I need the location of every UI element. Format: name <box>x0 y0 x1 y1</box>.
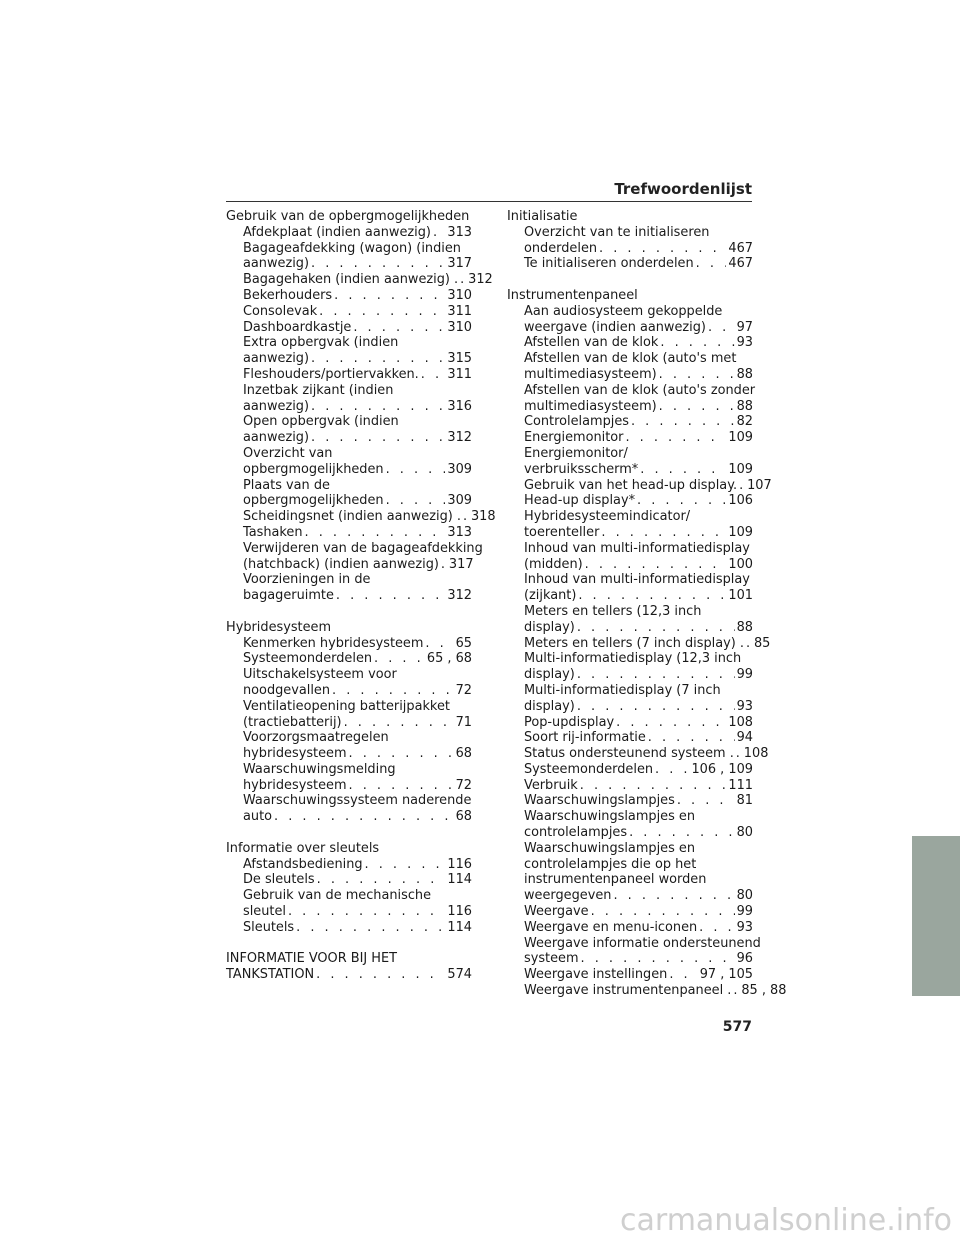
index-subentry <box>507 256 753 272</box>
page-reference: 96 <box>736 951 753 967</box>
dot-leader <box>601 525 726 541</box>
index-subentry-text: Consolevak <box>243 303 318 319</box>
index-subentry-text: multimediasysteem) <box>524 398 657 414</box>
index-subentry <box>226 857 472 873</box>
dot-leader <box>739 478 745 494</box>
index-subentry-text: Bagagehaken (indien aanwezig) . <box>243 272 459 288</box>
dot-leader <box>660 335 734 351</box>
dot-leader <box>581 951 735 967</box>
index-subentry <box>507 367 753 383</box>
page-reference: 467 <box>728 240 753 256</box>
index-subentry <box>226 904 472 920</box>
dot-leader <box>616 715 726 731</box>
dot-leader <box>599 241 726 257</box>
dot-leader <box>336 588 446 604</box>
index-subentry <box>507 762 753 778</box>
dot-leader <box>433 225 445 241</box>
index-subentry <box>226 256 472 272</box>
page-reference: 99 <box>736 904 753 920</box>
page-reference: 80 <box>736 888 753 904</box>
dot-leader <box>319 304 445 320</box>
page-reference: 317 <box>448 556 474 572</box>
index-subentry <box>507 793 753 809</box>
index-subentry <box>226 493 472 509</box>
dot-leader <box>625 430 726 446</box>
dot-leader <box>460 272 466 288</box>
index-subentry: Plaats van de <box>243 477 330 493</box>
index-subentry-text: Status ondersteunend systeem . <box>524 746 734 762</box>
index-subentry-text: Weergave en menu-iconen <box>524 919 698 935</box>
index-subentry-text: Afdekplaat (indien aanwezig) <box>243 224 431 240</box>
page-reference: 72 <box>455 777 472 793</box>
index-entry <box>226 951 472 983</box>
index-entry <box>226 841 472 936</box>
index-subentry: instrumentenpaneel worden <box>524 872 707 888</box>
page-reference: 109 <box>728 430 753 446</box>
index-subentry <box>507 920 753 936</box>
index-subentry: Weergave informatie ondersteunend <box>524 935 761 951</box>
page-reference: 309 <box>447 461 472 477</box>
dot-leader <box>305 525 446 541</box>
index-subentry <box>226 367 472 383</box>
index-subentry: Afstellen van de klok (auto's met <box>524 351 737 367</box>
index-subentry-text: Waarschuwingslampjes <box>524 793 675 809</box>
index-subentry <box>507 730 753 746</box>
page-reference: 313 <box>447 224 472 240</box>
index-subentry <box>507 620 753 636</box>
page-reference: 312 <box>447 430 472 446</box>
index-subentry-text: Fleshouders/portiervakken. <box>243 366 419 382</box>
index-subentry <box>507 414 753 430</box>
dot-leader <box>613 888 734 904</box>
index-subentry-text: controlelampjes <box>524 825 628 841</box>
index-subentry <box>507 699 753 715</box>
index-entry <box>226 620 472 825</box>
index-column-right <box>507 209 787 999</box>
dot-leader <box>577 667 735 683</box>
index-subentry <box>507 477 772 494</box>
index-subentry-text: Weergave <box>524 904 589 920</box>
index-subentry <box>507 635 771 652</box>
page-reference: 106 , 109 <box>691 761 753 777</box>
index-subentry-text: display) <box>524 698 575 714</box>
index-subentry-text: Te initialiseren onderdelen <box>524 256 694 272</box>
index-subentry: Afstellen van de klok (auto's zonder <box>524 382 756 398</box>
index-subentry: Multi-informatiedisplay (12,3 inch <box>524 651 742 667</box>
page-reference: 107 <box>747 477 772 493</box>
index-subentry-text: systeem <box>524 951 579 967</box>
dot-leader <box>669 967 697 983</box>
dot-leader <box>708 320 735 336</box>
index-subentry-text: Afstellen van de klok <box>524 335 659 351</box>
index-subentry: Overzicht van te initialiseren <box>524 224 710 240</box>
index-entry <box>226 209 496 604</box>
index-subentry <box>226 920 472 936</box>
index-subentry: Uitschakelsysteem voor <box>243 667 397 683</box>
index-subentry-text: aanwezig) <box>243 430 310 446</box>
page-reference: 114 <box>447 872 472 888</box>
index-subentry: Multi-informatiedisplay (7 inch <box>524 682 721 698</box>
index-subentry-text: aanwezig) <box>243 256 310 272</box>
page-reference: 467 <box>728 256 753 272</box>
index-subentry: Waarschuwingsmelding <box>243 761 396 777</box>
index-subentry-text: De sleutels <box>243 872 315 888</box>
index-subentry-text: Weergave instellingen <box>524 967 668 983</box>
index-subentry: Voorzieningen in de <box>243 572 371 588</box>
page-reference: 108 <box>728 714 753 730</box>
index-subentry-text: Weergave instrumentenpaneel . <box>524 983 732 999</box>
index-subentry <box>226 272 493 288</box>
dot-leader <box>288 904 445 920</box>
index-subentry <box>226 430 472 446</box>
page-reference: 93 <box>736 698 753 714</box>
dot-leader <box>736 746 742 762</box>
index-subentry <box>507 667 753 683</box>
dot-leader <box>577 620 735 636</box>
dot-leader <box>421 367 446 383</box>
index-subentry <box>226 225 472 241</box>
watermark: carmanualsonline.info <box>620 1203 952 1238</box>
dot-leader <box>316 967 445 983</box>
index-subentry: Inzetbak zijkant (indien <box>243 382 394 398</box>
page-reference: 313 <box>447 524 472 540</box>
index-subentry-text: (midden) <box>524 556 583 572</box>
index-subentry <box>507 335 753 351</box>
index-subentry <box>226 509 496 525</box>
dot-leader <box>659 399 735 415</box>
index-subentry-text: Gebruik van het head-up display. <box>524 477 738 493</box>
index-subentry-text: opbergmogelijkheden <box>243 461 384 477</box>
dot-leader <box>591 904 735 920</box>
index-subentry <box>226 351 472 367</box>
page-reference: 109 <box>728 461 753 477</box>
index-subentry-text: toerenteller <box>524 524 600 540</box>
index-subentry: Energiemonitor/ <box>524 445 628 461</box>
page-reference: 82 <box>736 414 753 430</box>
page-reference: 310 <box>447 287 472 303</box>
index-subentry-text: sleutel <box>243 904 286 920</box>
index-subentry: Voorzorgsmaatregelen <box>243 730 389 746</box>
page-reference: 81 <box>736 793 753 809</box>
page-reference: 310 <box>447 319 472 335</box>
index-subentry-text: Afstandsbediening <box>243 856 363 872</box>
index-subentry: Waarschuwingslampjes en <box>524 809 696 825</box>
dot-leader <box>311 256 445 272</box>
chapter-tab <box>912 836 960 996</box>
page-reference: 106 <box>728 493 753 509</box>
index-heading: Instrumentenpaneel <box>507 287 638 303</box>
index-subentry <box>507 746 769 762</box>
index-subentry-text: auto <box>243 809 273 825</box>
index-subentry <box>507 525 753 541</box>
page-reference: 93 <box>736 335 753 351</box>
index-subentry: Bagageafdekking (wagon) (indien <box>243 240 461 256</box>
dot-leader <box>577 699 735 715</box>
index-subentry: Aan audiosysteem gekoppelde <box>524 303 723 319</box>
index-subentry <box>507 493 753 509</box>
header-rule <box>226 201 752 202</box>
page-reference: 114 <box>447 919 472 935</box>
index-heading: Informatie over sleutels <box>226 840 380 856</box>
dot-leader <box>677 793 735 809</box>
page-reference: 85 , 88 <box>741 983 787 999</box>
page-reference: 71 <box>455 714 472 730</box>
dot-leader <box>696 256 727 272</box>
page-reference: 88 <box>736 366 753 382</box>
dot-leader <box>659 367 735 383</box>
page-reference: 99 <box>736 667 753 683</box>
index-subentry <box>507 715 753 731</box>
index-subentry-text: aanwezig) <box>243 351 310 367</box>
index-subentry-text: verbruiksscherm* <box>524 461 639 477</box>
index-subentry-text: Kenmerken hybridesysteem <box>243 635 424 651</box>
index-subentry <box>226 557 472 573</box>
dot-leader <box>441 557 447 573</box>
page-reference: 108 <box>743 746 769 762</box>
page-reference: 93 <box>736 919 753 935</box>
index-subentry-text: opbergmogelijkheden <box>243 493 384 509</box>
dot-leader <box>578 588 726 604</box>
index-subentry <box>507 462 753 478</box>
page-reference: 94 <box>736 730 753 746</box>
index-subentry-text: bagageruimte <box>243 588 334 604</box>
index-subentry <box>226 304 472 320</box>
index-subentry <box>507 399 753 415</box>
page-reference: 116 <box>447 904 472 920</box>
dot-leader <box>733 983 739 999</box>
page-reference: 316 <box>447 398 472 414</box>
page-reference: 100 <box>728 556 753 572</box>
index-subentry-text: (zijkant) <box>524 588 577 604</box>
page-reference: 111 <box>728 777 753 793</box>
index-subentry: Inhoud van multi-informatiedisplay <box>524 572 750 588</box>
index-subentry-text: Dashboardkastje <box>243 319 352 335</box>
index-subentry-text: Scheidingsnet (indien aanwezig) . <box>243 509 461 525</box>
dot-leader <box>334 288 445 304</box>
index-subentry-text: Energiemonitor <box>524 430 624 446</box>
index-subentry <box>507 778 753 794</box>
index-subentry-text: Systeemonderdelen <box>524 761 654 777</box>
index-subentry-text: Tashaken <box>243 524 303 540</box>
dot-leader <box>274 809 454 825</box>
index-subentry <box>226 651 472 667</box>
dot-leader <box>296 920 445 936</box>
index-subentry <box>226 809 472 825</box>
page-reference: 72 <box>455 682 472 698</box>
index-subentry <box>507 888 753 904</box>
page-reference: 97 <box>736 319 753 335</box>
index-heading-line <box>226 967 472 983</box>
index-subentry-text: Systeemonderdelen <box>243 651 373 667</box>
index-heading: Gebruik van de opbergmogelijkheden <box>226 209 470 224</box>
index-subentry <box>507 241 753 257</box>
dot-leader <box>386 493 446 509</box>
page-reference: 312 <box>468 272 493 288</box>
page-reference: 312 <box>447 588 472 604</box>
index-subentry-text: hybridesysteem <box>243 777 347 793</box>
index-entry <box>507 287 787 999</box>
index-subentry-text: weergegeven <box>524 888 612 904</box>
index-subentry <box>507 557 753 573</box>
dot-leader <box>463 509 469 525</box>
index-heading: INFORMATIE VOOR BIJ HET <box>226 951 398 967</box>
index-subentry <box>507 951 753 967</box>
index-subentry: controlelampjes die op het <box>524 856 697 872</box>
index-subentry <box>226 320 472 336</box>
page-reference: 116 <box>447 856 472 872</box>
index-subentry-text: Controlelampjes <box>524 414 629 430</box>
page-reference: 317 <box>447 256 472 272</box>
index-subentry-text: Verbruik <box>524 777 578 793</box>
dot-leader <box>311 430 445 446</box>
page-reference: 311 <box>447 366 472 382</box>
index-subentry <box>226 715 472 731</box>
page-reference: 101 <box>728 588 753 604</box>
index-subentry: Hybridesysteemindicator/ <box>524 509 691 525</box>
dot-leader <box>311 399 445 415</box>
index-subentry-text: Bekerhouders <box>243 287 333 303</box>
page-reference: 88 <box>736 619 753 635</box>
index-subentry: Waarschuwingslampjes en <box>524 840 696 856</box>
page-reference: 80 <box>736 825 753 841</box>
page-reference: 574 <box>447 967 472 983</box>
index-subentry <box>226 872 472 888</box>
dot-leader <box>311 351 445 367</box>
dot-leader <box>580 778 727 794</box>
dot-leader <box>349 778 454 794</box>
index-subentry-text: Meters en tellers (7 inch display) . <box>524 635 744 651</box>
index-subentry <box>507 904 753 920</box>
index-subentry-text: onderdelen <box>524 240 598 256</box>
page-number: 577 <box>722 1019 752 1035</box>
dot-leader <box>648 730 735 746</box>
dot-leader <box>353 320 445 336</box>
dot-leader <box>317 872 446 888</box>
index-heading: Initialisatie <box>507 209 578 224</box>
page-reference: 97 , 105 <box>699 967 753 983</box>
dot-leader <box>746 636 752 652</box>
index-subentry: Verwijderen van de bagageafdekking <box>243 540 483 556</box>
index-heading-text: TANKSTATION <box>226 967 315 983</box>
index-subentry <box>507 430 753 446</box>
index-subentry <box>226 683 472 699</box>
index-subentry <box>507 588 753 604</box>
index-subentry: Open opbergvak (indien <box>243 414 399 430</box>
page-reference: 65 , 68 <box>426 651 472 667</box>
index-subentry-text: noodgevallen <box>243 682 331 698</box>
page-reference: 318 <box>470 509 496 525</box>
index-heading: Hybridesysteem <box>226 619 332 635</box>
index-subentry <box>226 462 472 478</box>
dot-leader <box>374 651 425 667</box>
index-subentry <box>226 778 472 794</box>
index-subentry-text: (tractiebatterij) <box>243 714 342 730</box>
index-subentry-text: multimediasysteem) <box>524 366 657 382</box>
dot-leader <box>585 557 727 573</box>
index-subentry <box>507 967 753 983</box>
section-title: Trefwoordenlijst <box>614 180 752 198</box>
index-subentry-text: Sleutels <box>243 919 295 935</box>
index-subentry-text: display) <box>524 619 575 635</box>
dot-leader <box>332 683 454 699</box>
index-entry <box>507 209 753 272</box>
page-reference: 109 <box>728 524 753 540</box>
dot-leader <box>631 414 735 430</box>
page-reference: 85 <box>753 635 771 651</box>
index-subentry-text: (hatchback) (indien aanwezig) <box>243 556 439 572</box>
index-subentry-text: Head-up display* <box>524 493 636 509</box>
page-reference: 68 <box>455 809 472 825</box>
index-subentry: Inhoud van multi-informatiedisplay <box>524 540 750 556</box>
dot-leader <box>637 493 726 509</box>
dot-leader <box>629 825 735 841</box>
index-subentry-text: aanwezig) <box>243 398 310 414</box>
dot-leader <box>349 746 454 762</box>
page-reference: 68 <box>455 746 472 762</box>
index-column-left <box>226 209 496 983</box>
index-subentry-text: hybridesysteem <box>243 746 347 762</box>
index-subentry-text: display) <box>524 667 575 683</box>
index-subentry-text: weergave (indien aanwezig) <box>524 319 706 335</box>
index-subentry: Gebruik van de mechanische <box>243 888 432 904</box>
index-subentry <box>226 636 472 652</box>
dot-leader <box>425 636 453 652</box>
page-reference: 65 <box>455 635 472 651</box>
dot-leader <box>344 715 454 731</box>
dot-leader <box>386 462 446 478</box>
index-subentry: Overzicht van <box>243 445 333 461</box>
index-subentry <box>226 399 472 415</box>
index-subentry: Waarschuwingssysteem naderende <box>243 793 472 809</box>
index-subentry <box>507 983 787 999</box>
page-reference: 311 <box>447 303 472 319</box>
index-subentry <box>507 825 753 841</box>
dot-leader <box>655 762 689 778</box>
index-subentry: Extra opbergvak (indien <box>243 335 399 351</box>
dot-leader <box>699 920 734 936</box>
index-subentry-text: Soort rij-informatie <box>524 730 646 746</box>
index-subentry <box>507 320 753 336</box>
index-subentry <box>226 525 472 541</box>
page-reference: 309 <box>447 493 472 509</box>
index-subentry: Meters en tellers (12,3 inch <box>524 603 702 619</box>
dot-leader <box>365 857 446 873</box>
dot-leader <box>640 462 726 478</box>
index-subentry-text: Pop-updisplay <box>524 714 615 730</box>
index-subentry <box>226 288 472 304</box>
index-subentry <box>226 588 472 604</box>
index-subentry <box>226 746 472 762</box>
page-reference: 315 <box>447 351 472 367</box>
page-reference: 88 <box>736 398 753 414</box>
index-subentry: Ventilatieopening batterijpakket <box>243 698 450 714</box>
